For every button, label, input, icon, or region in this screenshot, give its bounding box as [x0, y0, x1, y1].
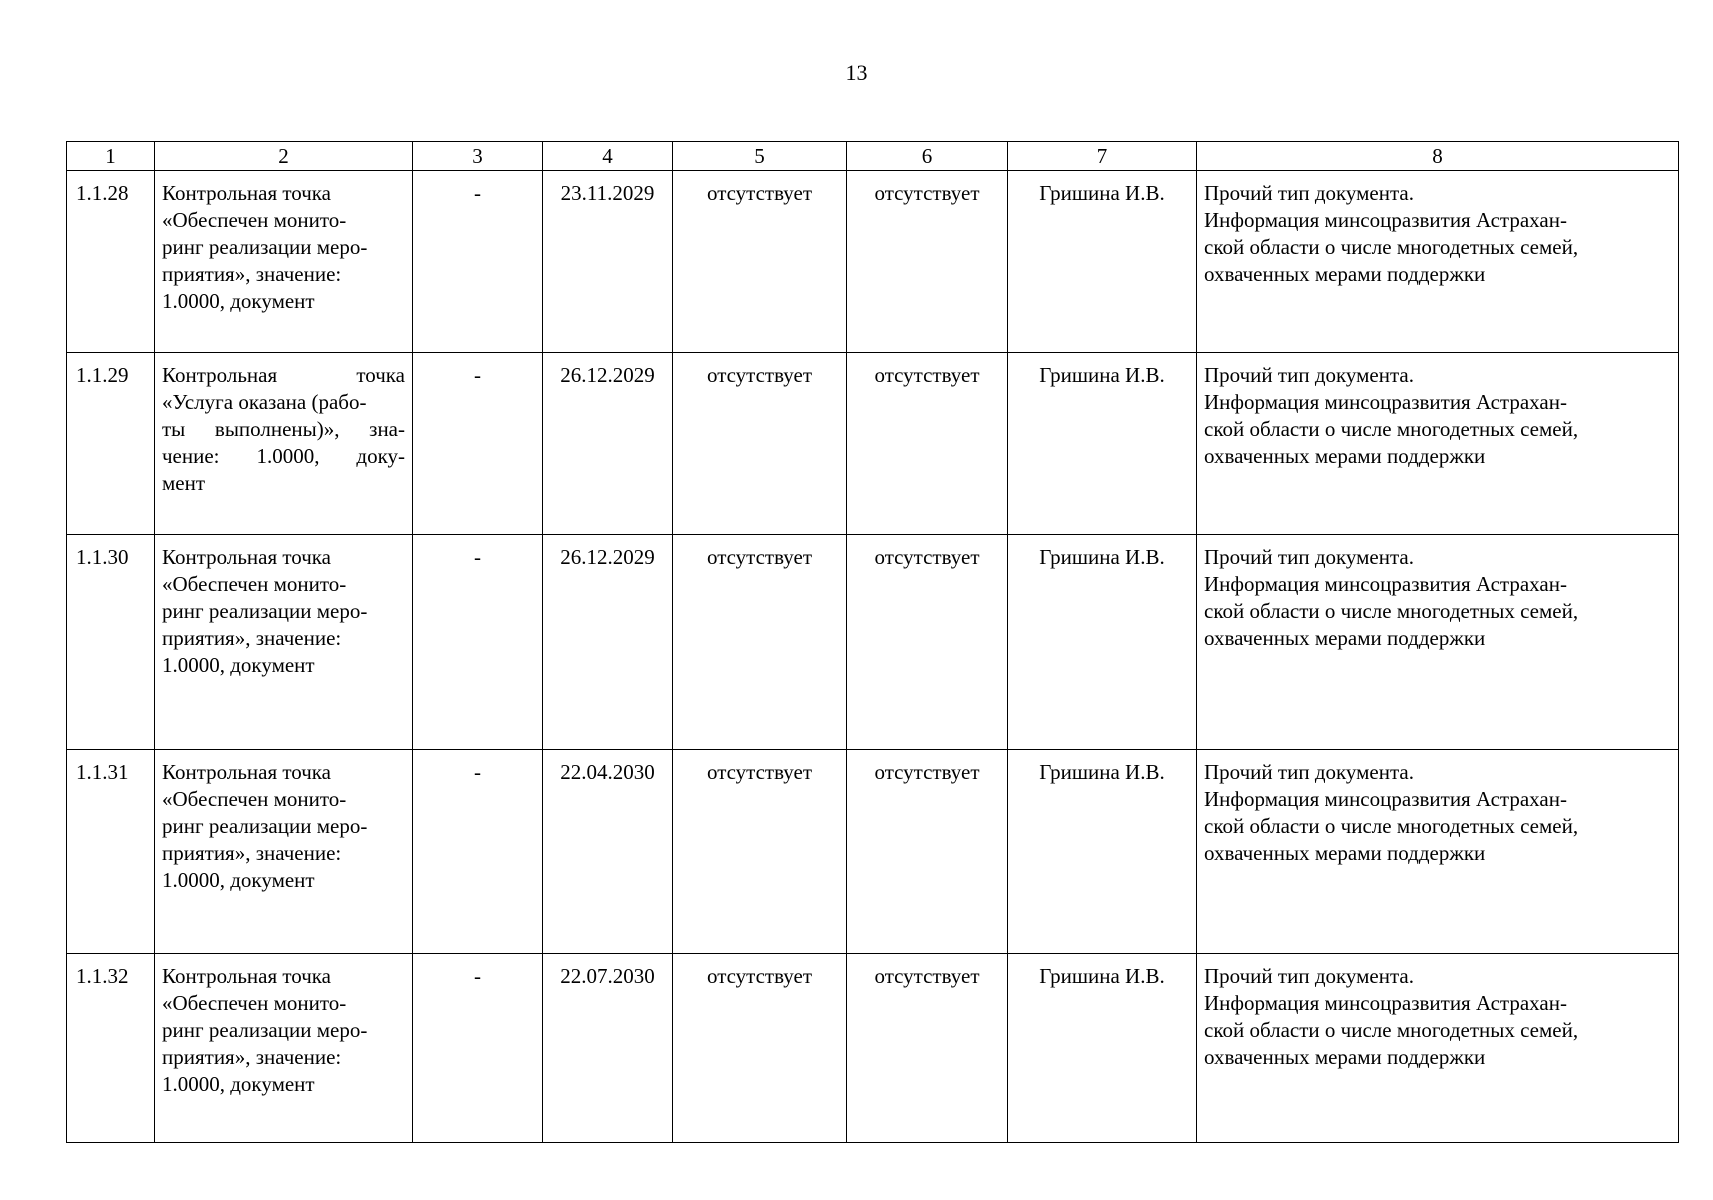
info-line: Информация минсоцразвития Астрахан- [1204, 208, 1567, 232]
document-info [1197, 954, 1679, 1143]
control-point-name [155, 535, 413, 750]
header-col-1: 1 [67, 142, 155, 171]
table-row [67, 535, 1679, 750]
info-line: Информация минсоцразвития Астрахан- [1204, 787, 1567, 811]
date-cell: 22.07.2030 [543, 954, 673, 1143]
control-point-name [155, 750, 413, 954]
info-line: Информация минсоцразвития Астрахан- [1204, 991, 1567, 1015]
info-line: Прочий тип документа. [1204, 181, 1414, 205]
info-line: Прочий тип документа. [1204, 545, 1414, 569]
name-line: 1.0000, документ [162, 289, 315, 313]
info-line: ской области о числе многодетных семей, [1204, 599, 1579, 623]
document-info [1197, 171, 1679, 353]
dash-cell: - [413, 750, 543, 954]
col5-cell: отсутствует [673, 171, 847, 353]
row-number: 1.1.28 [67, 171, 155, 353]
name-line: приятия», значение: [162, 262, 342, 286]
info-line: Прочий тип документа. [1204, 964, 1414, 988]
info-line: охваченных мерами поддержки [1204, 1045, 1486, 1069]
document-info [1197, 353, 1679, 535]
info-line: Информация минсоцразвития Астрахан- [1204, 572, 1567, 596]
info-line: Прочий тип документа. [1204, 363, 1414, 387]
dash-cell: - [413, 535, 543, 750]
info-line: Прочий тип документа. [1204, 760, 1414, 784]
col5-cell: отсутствует [673, 954, 847, 1143]
name-line: «Обеспечен монито- [162, 787, 347, 811]
date-cell: 23.11.2029 [543, 171, 673, 353]
responsible-cell: Гришина И.В. [1008, 954, 1197, 1143]
name-line: 1.0000, документ [162, 1072, 315, 1096]
header-col-6: 6 [847, 142, 1008, 171]
name-line: 1.0000, документ [162, 868, 315, 892]
info-line: ской области о числе многодетных семей, [1204, 417, 1579, 441]
col6-cell: отсутствует [847, 750, 1008, 954]
name-line: Контрольная точка [162, 964, 332, 988]
table-row [67, 171, 1679, 353]
header-col-2: 2 [155, 142, 413, 171]
date-cell: 26.12.2029 [543, 353, 673, 535]
col6-cell: отсутствует [847, 171, 1008, 353]
header-col-8: 8 [1197, 142, 1679, 171]
info-line: ской области о числе многодетных семей, [1204, 235, 1579, 259]
name-line: приятия», значение: [162, 626, 342, 650]
date-cell: 26.12.2029 [543, 535, 673, 750]
header-col-4: 4 [543, 142, 673, 171]
name-line: «Обеспечен монито- [162, 208, 347, 232]
col6-cell: отсутствует [847, 954, 1008, 1143]
info-line: охваченных мерами поддержки [1204, 444, 1486, 468]
name-line: приятия», значение: [162, 1045, 342, 1069]
header-col-5: 5 [673, 142, 847, 171]
header-col-7: 7 [1008, 142, 1197, 171]
document-info [1197, 750, 1679, 954]
name-line: мент [162, 471, 206, 495]
name-line: Контрольная точка [162, 545, 332, 569]
info-line: охваченных мерами поддержки [1204, 262, 1486, 286]
info-line: Информация минсоцразвития Астрахан- [1204, 390, 1567, 414]
responsible-cell: Гришина И.В. [1008, 353, 1197, 535]
name-line: чение: 1.0000, доку- [162, 444, 405, 468]
name-line: ты выполнены)», зна- [162, 417, 405, 441]
col5-cell: отсутствует [673, 353, 847, 535]
table-header-row [67, 142, 1679, 171]
col5-cell: отсутствует [673, 535, 847, 750]
col6-cell: отсутствует [847, 353, 1008, 535]
responsible-cell: Гришина И.В. [1008, 171, 1197, 353]
name-line: Контрольная точка [162, 181, 332, 205]
name-line: ринг реализации меро- [162, 235, 368, 259]
row-number: 1.1.29 [67, 353, 155, 535]
table-row [67, 353, 1679, 535]
page-number: 13 [845, 60, 868, 85]
header-col-3: 3 [413, 142, 543, 171]
control-points-table [66, 141, 1679, 1143]
name-line: Контрольная точка [162, 363, 405, 387]
document-info [1197, 535, 1679, 750]
name-line: приятия», значение: [162, 841, 342, 865]
col6-cell: отсутствует [847, 535, 1008, 750]
responsible-cell: Гришина И.В. [1008, 535, 1197, 750]
info-line: охваченных мерами поддержки [1204, 626, 1486, 650]
info-line: ской области о числе многодетных семей, [1204, 1018, 1579, 1042]
name-line: «Услуга оказана (рабо- [162, 390, 367, 414]
row-number: 1.1.31 [67, 750, 155, 954]
info-line: охваченных мерами поддержки [1204, 841, 1486, 865]
row-number: 1.1.32 [67, 954, 155, 1143]
name-line: Контрольная точка [162, 760, 332, 784]
control-point-name [155, 353, 413, 535]
name-line: ринг реализации меро- [162, 814, 368, 838]
dash-cell: - [413, 353, 543, 535]
row-number: 1.1.30 [67, 535, 155, 750]
info-line: ской области о числе многодетных семей, [1204, 814, 1579, 838]
control-point-name [155, 171, 413, 353]
name-line: ринг реализации меро- [162, 599, 368, 623]
name-line: 1.0000, документ [162, 653, 315, 677]
table-row [67, 954, 1679, 1143]
name-line: «Обеспечен монито- [162, 572, 347, 596]
name-line: ринг реализации меро- [162, 1018, 368, 1042]
col5-cell: отсутствует [673, 750, 847, 954]
name-line: «Обеспечен монито- [162, 991, 347, 1015]
responsible-cell: Гришина И.В. [1008, 750, 1197, 954]
table-row [67, 750, 1679, 954]
dash-cell: - [413, 171, 543, 353]
dash-cell: - [413, 954, 543, 1143]
date-cell: 22.04.2030 [543, 750, 673, 954]
control-point-name [155, 954, 413, 1143]
